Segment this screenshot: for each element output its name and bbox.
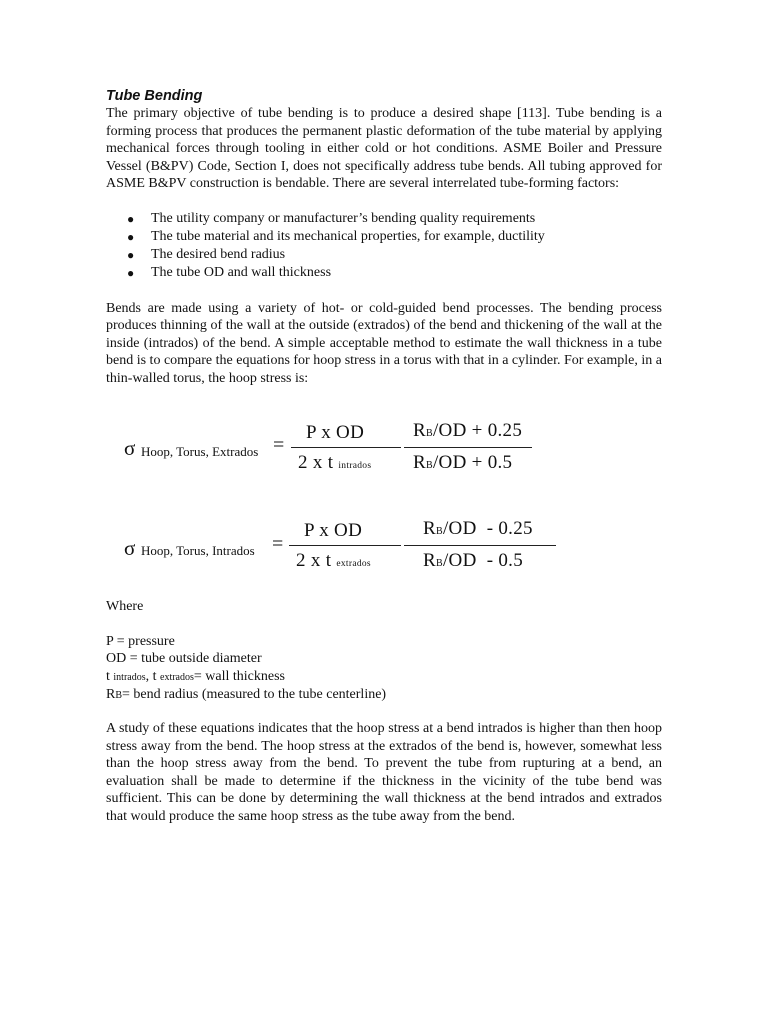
- denominator-right: RB/OD - 0.5: [423, 550, 524, 571]
- conclusion-paragraph: A study of these equations indicates that the hoop stress at a bend intrados is higher than then hoop stress away from the bend. The hoop stress at the extrados of the bend is, however, somewhat less than the hoop stress away from the bend. To prevent the tube from rupturing at a bend, an evaluation shall be made to determine if the thickness in the vicinity of the tube bend was sufficient. This can be done by determining the wall thickness at the bend intrados and extrados that would produce the same hoop stress as the tube away from the bend.: [106, 721, 662, 824]
- bullet-icon: ●: [127, 247, 135, 262]
- bend-process-paragraph: Bends are made using a variety of hot- or cold-guided bend processes. The bending process produces thinning of the wall at the outside (extrados) of the bend and thickening of the wall at the inside (intrados) of the bend. A simple acceptable method to estimate the wall thickness in a tube bend is to compare the equations for hoop stress in a torus with that in a cylinder. For example, in a thin-walled torus, the hoop stress is:: [106, 300, 662, 386]
- factor-list: [106, 210, 662, 282]
- document-page: [106, 88, 662, 387]
- bullet-icon: ●: [127, 265, 135, 280]
- list-item: ● The utility company or manufacturer’s bending quality requirements: [127, 210, 536, 226]
- equals-sign: =: [272, 533, 284, 555]
- definition-thickness: t intrados, t extrados= wall thickness: [106, 668, 285, 684]
- equation-extrados: [106, 414, 662, 494]
- numerator-left: P x OD: [306, 422, 365, 443]
- definition-od: OD = tube outside diameter: [106, 651, 262, 666]
- list-item: ● The tube material and its mechanical properties, for example, ductility: [127, 228, 545, 244]
- denominator-left: 2 x t intrados: [298, 452, 372, 473]
- sigma-symbol: σ: [124, 436, 136, 460]
- denominator-left: 2 x t extrados: [296, 550, 371, 571]
- intro-paragraph: The primary objective of tube bending is to produce a desired shape [113]. Tube bending is a forming process that produces the permanent plastic deformation of the tube material by applying mechanical forces through tooling in either cold or hot conditions. ASME Boiler and Pressure Vessel (B&PV) Code, Section I, does not specifically address tube bends. All tubing approved for ASME B&PV construction is bendable. There are several interrelated tube-forming factors:: [106, 106, 662, 191]
- list-item: ● The tube OD and wall thickness: [127, 264, 332, 280]
- bullet-icon: ●: [127, 211, 135, 226]
- sigma-symbol: σ: [124, 536, 136, 560]
- definitions-block: [106, 598, 386, 705]
- fraction-bar: [404, 447, 532, 448]
- list-item: ● The desired bend radius: [127, 246, 286, 262]
- definition-pressure: P = pressure: [106, 633, 175, 649]
- equation-subscript: Hoop, Torus, Intrados: [141, 543, 255, 558]
- fraction-bar: [289, 545, 401, 546]
- where-label: Where: [106, 599, 144, 614]
- bullet-icon: ●: [127, 229, 135, 244]
- fraction-bar: [404, 545, 556, 546]
- definition-bend-radius: RB= bend radius (measured to the tube centerline): [106, 687, 387, 702]
- equation-intrados: [106, 514, 662, 594]
- equation-subscript: Hoop, Torus, Extrados: [141, 444, 259, 459]
- section-heading: Tube Bending: [106, 88, 203, 104]
- denominator-right: RB/OD + 0.5: [413, 452, 513, 473]
- numerator-right: RB/OD + 0.25: [413, 420, 523, 441]
- fraction-bar: [291, 447, 401, 448]
- equals-sign: =: [273, 434, 285, 456]
- numerator-left: P x OD: [304, 520, 363, 541]
- numerator-right: RB/OD - 0.25: [423, 518, 533, 539]
